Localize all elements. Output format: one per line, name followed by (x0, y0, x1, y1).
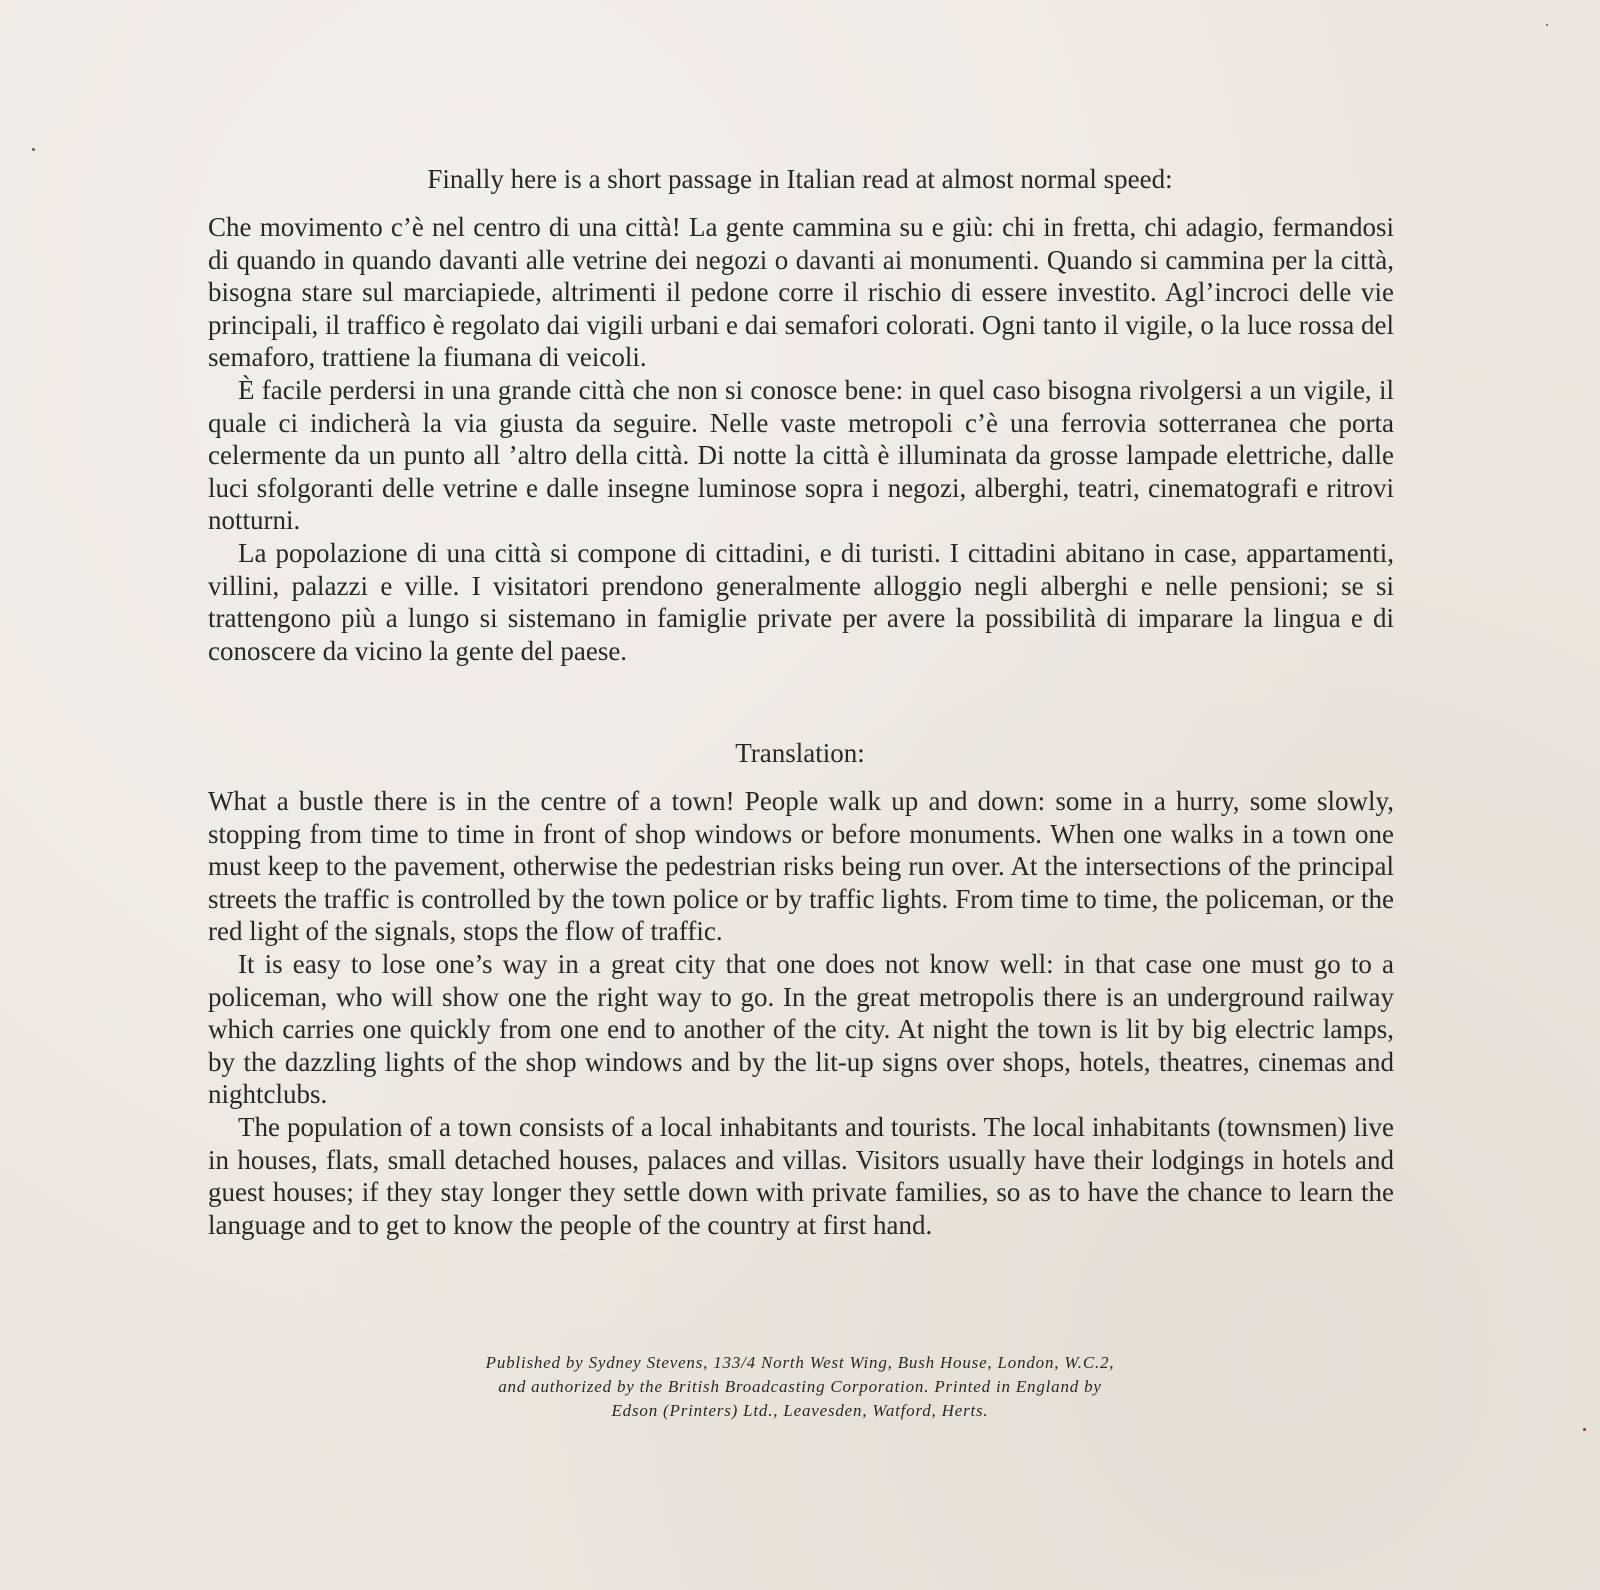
english-paragraph: What a bustle there is in the centre of a town! People walk up and down: some in a hurry, some slowly, stopping from time to time in front of shop windows or before monuments. When one walks in a town one must keep to the pavement, otherwise the pedestrian risks being run over. At the intersections of the principal streets the traffic is controlled by the town police or by traffic lights. From time to time, the policeman, or the red light of the signals, stops the flow of traffic. (208, 786, 1394, 947)
english-paragraph: It is easy to lose one’s way in a great city that one does not know well: in that case one must go to a policeman, who will show one the right way to go. In the great metropolis there is an underground railway which carries one quickly from one end to another of the city. At night the town is lit by big electric lamps, by the dazzling lights of the shop windows and by the lit-up signs over shops, hotels, theatres, cinemas and nightclubs. (208, 948, 1394, 1110)
italian-paragraph: Che movimento c’è nel centro di una città! La gente cammina su e giù: chi in fretta, chi adagio, fermandosi di quando in quando davanti alle vetrine dei negozi o davanti ai monumenti. Quando si cammina per la città, bisogna stare sul marciapiede, altrimenti il pedone corre il rischio di essere investito. Agl’incroci delle vie principali, il traffico è regolato dai vigili urbani e dai semafori colorati. Ogni tanto il vigile, o la luce rossa del semaforo, trattiene la fiumana di veicoli. (208, 212, 1394, 373)
publisher-footer (372, 1351, 1228, 1423)
paper-speck (1583, 1428, 1586, 1431)
footer-line: Edson (Printers) Ltd., Leavesden, Watford, Herts. (611, 1401, 989, 1420)
translation-heading: Translation: (735, 738, 865, 768)
italian-paragraph: La popolazione di una città si compone di cittadini, e di turisti. I cittadini abitano in case, appartamenti, villini, palazzi e ville. I visitatori prendono generalmente alloggio negli alberghi e nelle pensioni; se si trattengono più a lungo si sistemano in famiglie private per avere la possibilità di imparare la lingua e di conoscere da vicino la gente del paese. (208, 537, 1394, 666)
english-paragraph: The population of a town consists of a local inhabitants and tourists. The local inhabitants (townsmen) live in houses, flats, small detached houses, palaces and villas. Visitors usually have their lodgings in hotels and guest houses; if they stay longer they settle down with private families, so as to have the chance to learn the language and to get to know the people of the country at first hand. (208, 1111, 1394, 1240)
footer-line: and authorized by the British Broadcasting Corporation. Printed in England by (498, 1377, 1102, 1396)
italian-heading: Finally here is a short passage in Italian read at almost normal speed: (427, 164, 1173, 194)
paper-speck (32, 148, 35, 151)
english-passage (208, 785, 1394, 1241)
paper-speck (1546, 24, 1548, 26)
italian-passage (208, 211, 1394, 667)
italian-paragraph: È facile perdersi in una grande città che non si conosce bene: in quel caso bisogna rivolgersi a un vigile, il quale ci indicherà la via giusta da seguire. Nelle vaste metropoli c’è una ferrovia sotterranea che porta celermente da un punto all ’altro della città. Di notte la città è illuminata da grosse lampade elettriche, dalle luci sfolgoranti delle vetrine e dalle insegne luminose sopra i negozi, alberghi, teatri, cinematografi e ritrovi notturni. (208, 374, 1394, 536)
footer-line: Published by Sydney Stevens, 133/4 North West Wing, Bush House, London, W.C.2, (485, 1353, 1115, 1372)
